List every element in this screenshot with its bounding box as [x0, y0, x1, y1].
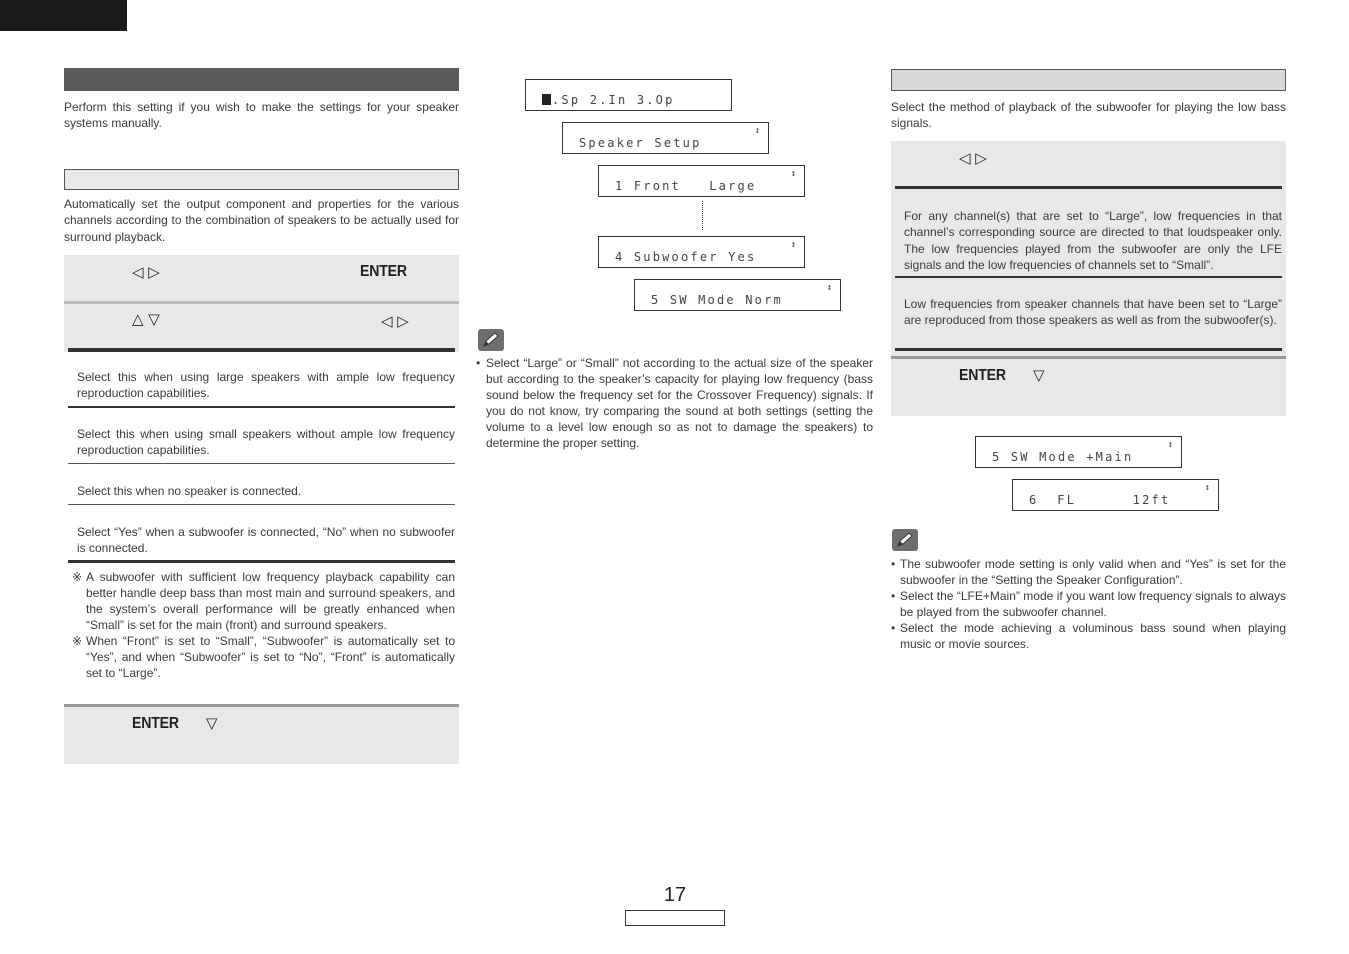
pencil-note-icon — [892, 529, 918, 551]
note-item: • The subwoofer mode setting is only valid when and “Yes” is set for the subwoofer in the “Setting the Speaker Configuration”. — [891, 557, 1286, 587]
table-bottom-rule — [68, 560, 455, 563]
left-right-arrows-icon: ◁ ▷ — [959, 149, 987, 167]
step-select-speaker-setup — [64, 255, 459, 301]
note-item: ※ When “Front” is set to “Small”, “Subwoofer” is automatically set to “Yes”, and when “Subwoofer” is set to “No”, “Front” is automatically set to “Large”. — [72, 634, 455, 680]
note-item: • Select the mode achieving a voluminous bass sound when playing music or movie sources. — [891, 621, 1286, 651]
lcd-display-sw-mode: 5 SW Mode Norm ↕ — [634, 279, 841, 311]
section-header-manual-setup — [64, 68, 459, 91]
section-header-subwoofer-mode — [891, 69, 1286, 91]
subwoofer-mode-intro: Select the method of playback of the subwoofer for playing the low bass signals. — [891, 100, 1286, 131]
lcd-display-subwoofer: 4 Subwoofer Yes ↕ — [598, 236, 805, 268]
step-select-sw-mode — [891, 141, 1286, 189]
updown-indicator-icon: ↕ — [1204, 483, 1210, 493]
section-header-speaker-configuration — [64, 169, 459, 190]
right-notes — [891, 556, 1286, 652]
lcd-display-main-menu: .Sp 2.In 3.Op — [525, 79, 732, 111]
lcd-display-sw-mode-main: 5 SW Mode +Main ↕ — [975, 436, 1182, 468]
page-language-box — [625, 910, 725, 926]
table-row-rule — [68, 463, 455, 464]
left-notes — [72, 569, 455, 681]
updown-indicator-icon: ↕ — [790, 169, 796, 179]
table-top-rule — [68, 348, 455, 352]
updown-indicator-icon: ↕ — [1167, 440, 1173, 450]
option-norm-description: For any channel(s) that are set to “Large”, low frequencies in that channel’s corresponding source are directed to that loudspeaker only. The low frequencies played from the subwoofer are only the LFE signals and the low frequencies of channels set to “Small”. — [904, 209, 1282, 272]
down-arrow-icon: ▽ — [1033, 366, 1045, 384]
step-confirm — [64, 707, 459, 764]
option-lfe-main-description: Low frequencies from speaker channels that have been set to “Large” are reproduced from those speakers as well as from the subwoofer(s). — [904, 297, 1282, 328]
down-arrow-icon: ▽ — [206, 714, 218, 732]
manual-setup-intro: Perform this setting if you wish to make the settings for your speaker systems manually. — [64, 100, 459, 131]
table-row-rule — [68, 406, 455, 408]
enter-button-label: ENTER — [360, 263, 407, 280]
option-subwoofer-description: Select “Yes” when a subwoofer is connected, “No” when no subwoofer is connected. — [77, 525, 455, 556]
enter-button-label: ENTER — [132, 715, 179, 732]
middle-notes — [476, 355, 873, 451]
step-confirm — [891, 359, 1286, 416]
lcd-display-front: 1 Front Large ↕ — [598, 165, 805, 197]
speaker-configuration-intro: Automatically set the output component and properties for the various channels according to the combination of speakers to be actually used for surround playback. — [64, 197, 459, 244]
updown-indicator-icon: ↕ — [790, 240, 796, 250]
lcd-display-distance: 6 FL 12ft ↕ — [1012, 479, 1219, 511]
updown-indicator-icon: ↕ — [754, 126, 760, 136]
left-right-arrows-icon: ◁ ▷ — [381, 312, 409, 330]
lcd-display-speaker-setup: Speaker Setup ↕ — [562, 122, 769, 154]
page-number: 17 — [663, 884, 687, 906]
option-large-description: Select this when using large speakers with ample low frequency reproduction capabilities. — [77, 370, 455, 401]
enter-button-label: ENTER — [959, 367, 1006, 384]
left-right-arrows-icon: ◁ ▷ — [132, 263, 160, 281]
continuation-dots — [702, 201, 703, 230]
step-select-channel — [64, 304, 459, 352]
table-bottom-rule — [895, 348, 1282, 351]
up-down-arrows-icon: △ ▽ — [132, 310, 160, 328]
language-tab — [0, 0, 127, 31]
note-item: • Select “Large” or “Small” not according to the actual size of the speaker but according to the speaker’s capacity for playing low frequency (bass sound below the frequency set for the Crossover Frequency) signals. If you do not know, try comparing the sound at both settings (setting the volume to a level low enough so as not to damage the speakers) to determine the proper setting. — [476, 356, 873, 450]
lcd-cursor — [542, 94, 551, 105]
table-row-rule — [895, 276, 1282, 278]
pencil-note-icon — [478, 329, 504, 351]
option-small-description: Select this when using small speakers without ample low frequency reproduction capabilities. — [77, 427, 455, 458]
option-none-description: Select this when no speaker is connected. — [77, 484, 302, 498]
table-row-rule — [68, 504, 455, 505]
updown-indicator-icon: ↕ — [826, 283, 832, 293]
note-item: • Select the “LFE+Main” mode if you want low frequency signals to always be played from the subwoofer channel. — [891, 589, 1286, 619]
note-item: ※ A subwoofer with sufficient low frequency playback capability can better handle deep bass than most main and surround speakers, and the system’s overall performance will be greatly enhanced when “Small” is set for the main (front) and surround speakers. — [72, 570, 455, 632]
